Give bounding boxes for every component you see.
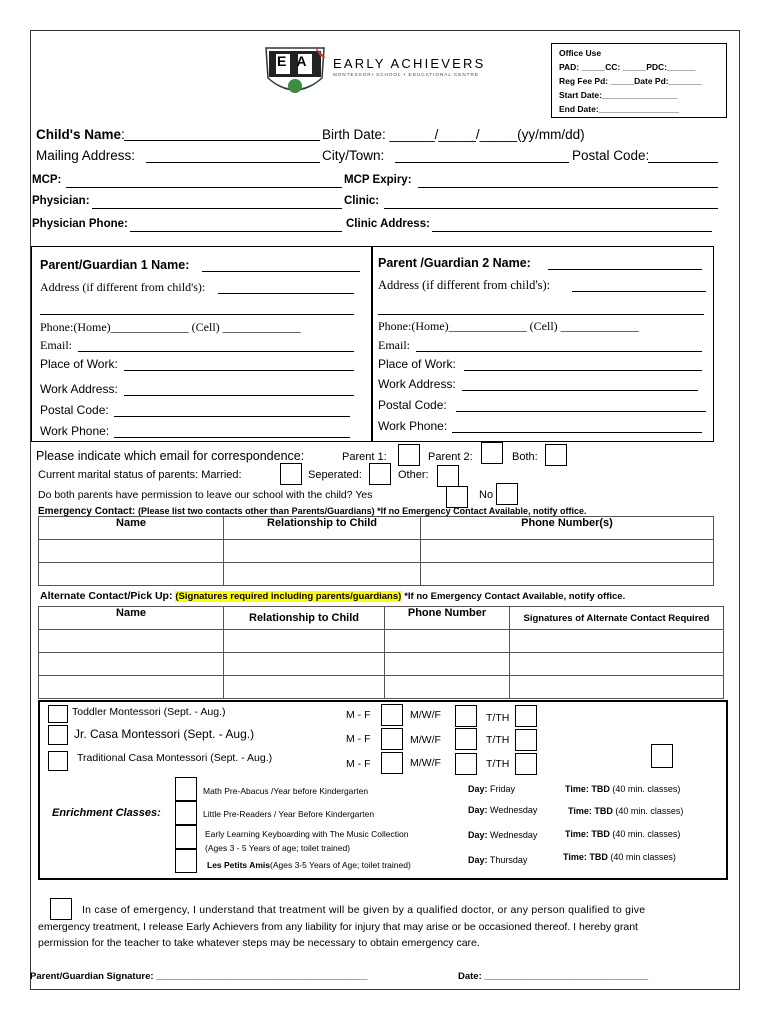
office-use-title: Office Use — [559, 48, 602, 58]
alternate-header-relationship: Relationship to Child — [224, 607, 385, 630]
logo-brand: EARLY ACHIEVERS — [333, 56, 486, 71]
alternate-relationship-cell[interactable] — [224, 676, 385, 699]
signature-field[interactable]: Parent/Guardian Signature: ________________________________________ — [30, 971, 368, 982]
postal-code-label: Postal Code: — [572, 148, 650, 163]
office-use-line-2: Reg Fee Pd: _____Date Pd:_______ — [559, 76, 702, 86]
parent-1-postal-field[interactable] — [114, 404, 350, 417]
traditional-casa-mf-label: M - F — [346, 758, 371, 770]
parent-1-name-field[interactable] — [202, 259, 360, 272]
emergency-phone-cell[interactable] — [421, 540, 714, 563]
parent-2-work-address-field[interactable] — [462, 378, 698, 391]
parent-1-work-label: Place of Work: — [40, 357, 118, 371]
table-row — [39, 563, 714, 586]
toddler-mf-checkbox[interactable] — [381, 704, 403, 726]
parent-2-work-field[interactable] — [464, 358, 702, 371]
emergency-title: Emergency Contact: — [38, 506, 136, 517]
correspondence-both-checkbox[interactable] — [545, 444, 567, 466]
parent-1-email-label: Email: — [40, 338, 72, 352]
correspondence-question: Please indicate which email for correspondence: — [36, 449, 305, 463]
mailing-address-label: Mailing Address: — [36, 148, 136, 163]
mcp-label: MCP: — [32, 174, 62, 186]
emergency-header-relationship: Relationship to Child — [224, 517, 421, 540]
correspondence-parent-1-checkbox[interactable] — [398, 444, 420, 466]
toddler-checkbox[interactable] — [48, 705, 68, 723]
logo-letters: EA — [277, 53, 317, 69]
parent-2-postal-label: Postal Code: — [378, 398, 447, 412]
emergency-instruction: (Please list two contacts other than Parents/Guardians) *If no Emergency Contact Available, notify office. — [138, 506, 587, 516]
consent-line-2: emergency treatment, I release Early Achievers from any liability for injury that may arise or be occasioned thereof. I hereby grant — [38, 921, 638, 933]
alternate-phone-cell[interactable] — [385, 676, 510, 699]
traditional-casa-tth-checkbox[interactable] — [515, 753, 537, 775]
pre-readers-label: Little Pre-Readers / Year Before Kindergarten — [203, 809, 375, 819]
alternate-highlight: (Signatures required including parents/guardians) — [175, 591, 402, 602]
clinic-address-field[interactable] — [432, 219, 712, 232]
clinic-address-label: Clinic Address: — [346, 218, 430, 230]
toddler-label: Toddler Montessori (Sept. - Aug.) — [72, 706, 226, 718]
jr-casa-checkbox[interactable] — [48, 725, 68, 745]
jr-casa-mf-label: M - F — [346, 733, 371, 745]
consent-line-1: In case of emergency, I understand that treatment will be given by a qualified doctor, or any person qualified to give — [82, 904, 646, 916]
postal-code-field[interactable] — [648, 150, 718, 163]
traditional-casa-mf-checkbox[interactable] — [381, 752, 403, 774]
toddler-mf-label: M - F — [346, 709, 371, 721]
emergency-relationship-cell[interactable] — [224, 563, 421, 586]
logo-tagline: MONTESSORI SCHOOL • EDUCATIONAL CENTRE — [333, 72, 479, 77]
office-use-line-1: PAD: _____CC: _____PDC:______ — [559, 62, 696, 72]
separated-checkbox[interactable] — [369, 463, 391, 485]
toddler-mwf-checkbox[interactable] — [455, 705, 477, 727]
parent-2-address-line-2[interactable] — [378, 302, 704, 315]
city-label: City/Town: — [322, 148, 385, 163]
petits-amis-label: Les Petits Amis(Ages 3-5 Years of Age; toilet trained) — [207, 860, 411, 870]
alternate-header-signature: Signatures of Alternate Contact Required — [510, 607, 724, 630]
parent-1-name-label: Parent/Guardian 1 Name: — [40, 258, 190, 272]
parent-2-work-phone-field[interactable] — [452, 420, 702, 433]
correspondence-parent-1-label: Parent 1: — [342, 451, 387, 463]
parent-1-email-field[interactable] — [78, 339, 354, 352]
correspondence-parent-2-label: Parent 2: — [428, 451, 473, 463]
alternate-phone-cell[interactable] — [385, 630, 510, 653]
parent-1-address-field[interactable] — [218, 281, 354, 294]
emergency-phone-cell[interactable] — [421, 563, 714, 586]
parent-1-address-label: Address (if different from child's): — [40, 280, 206, 294]
jr-casa-tth-label: T/TH — [486, 734, 510, 746]
marital-question: Current marital status of parents: Married: — [38, 469, 242, 481]
separated-label: Seperated: — [308, 469, 362, 481]
permission-yes-checkbox[interactable] — [446, 486, 468, 508]
table-header-row — [39, 517, 714, 540]
pre-readers-time: Time: TBD (40 min. classes) — [568, 806, 684, 816]
alternate-note: *If no Emergency Contact Available, notify office. — [404, 591, 626, 602]
traditional-casa-label: Traditional Casa Montessori (Sept. - Aug.) — [77, 752, 273, 764]
clinic-field[interactable] — [384, 196, 718, 209]
alternate-phone-cell[interactable] — [385, 653, 510, 676]
alternate-header-phone: Phone Number — [385, 607, 510, 630]
physician-field[interactable] — [92, 196, 342, 209]
parent-2-address-field[interactable] — [572, 279, 706, 292]
enrichment-title: Enrichment Classes: — [52, 807, 161, 819]
child-name-row: Child's Name: — [36, 127, 125, 142]
clinic-label: Clinic: — [344, 195, 380, 207]
toddler-tth-label: T/TH — [486, 712, 510, 724]
emergency-name-cell[interactable] — [39, 540, 224, 563]
math-time: Time: TBD (40 min. classes) — [565, 784, 681, 794]
table-row — [39, 540, 714, 563]
table-row — [39, 653, 724, 676]
mcp-expiry-label: MCP Expiry: — [344, 174, 412, 186]
parent-1-phone-field[interactable]: Phone:(Home)_____________ (Cell) _____________ — [40, 320, 301, 334]
parent-1-work-phone-label: Work Phone: — [40, 424, 110, 438]
jr-casa-label: Jr. Casa Montessori (Sept. - Aug.) — [74, 727, 255, 741]
alternate-name-cell[interactable] — [39, 630, 224, 653]
city-field[interactable] — [395, 150, 569, 163]
traditional-casa-tth-label: T/TH — [486, 758, 510, 770]
physician-phone-label: Physician Phone: — [32, 218, 128, 230]
alternate-name-cell[interactable] — [39, 676, 224, 699]
table-row — [39, 630, 724, 653]
parent-2-name-label: Parent /Guardian 2 Name: — [378, 256, 531, 270]
emergency-contact-table — [38, 516, 714, 586]
math-checkbox[interactable] — [175, 777, 197, 801]
physician-phone-field[interactable] — [130, 219, 342, 232]
pre-readers-day: Day: Wednesday — [468, 805, 538, 815]
petits-amis-time: Time: TBD (40 min classes) — [563, 852, 676, 862]
alternate-signature-cell[interactable] — [510, 630, 724, 653]
parent-1-address-line-2[interactable] — [40, 302, 354, 315]
jr-casa-mwf-checkbox[interactable] — [455, 728, 477, 750]
keyboarding-time: Time: TBD (40 min. classes) — [565, 829, 681, 839]
correspondence-both-label: Both: — [512, 451, 538, 463]
alternate-contact-table — [38, 606, 724, 699]
keyboarding-label: Early Learning Keyboarding with The Music Collection — [205, 829, 409, 839]
permission-question: Do both parents have permission to leave our school with the child? Yes — [38, 489, 373, 501]
office-use-line-4: End Date:_________________ — [559, 104, 680, 114]
other-checkbox[interactable] — [437, 465, 459, 487]
traditional-casa-mwf-checkbox[interactable] — [455, 753, 477, 775]
office-use-box — [551, 43, 727, 118]
other-label: Other: — [398, 469, 429, 481]
birth-date-field[interactable]: Birth Date: ______/_____/_____(yy/mm/dd) — [322, 127, 585, 142]
parent-2-phone-field[interactable]: Phone:(Home)_____________ (Cell) _____________ — [378, 319, 639, 333]
permission-no-label: No — [479, 489, 494, 501]
parent-2-address-label: Address (if different from child's): — [378, 278, 551, 292]
parent-2-work-label: Place of Work: — [378, 357, 456, 371]
extra-checkbox[interactable] — [651, 744, 673, 768]
alternate-signature-cell[interactable] — [510, 676, 724, 699]
married-checkbox[interactable] — [280, 463, 302, 485]
keyboarding-checkbox[interactable] — [175, 825, 197, 849]
emergency-header-name: Name — [39, 517, 224, 540]
child-name-label: Child's Name — [36, 127, 121, 142]
parent-1-work-address-field[interactable] — [124, 383, 354, 396]
mcp-expiry-field[interactable] — [418, 175, 718, 188]
parent-1-work-phone-field[interactable] — [114, 425, 350, 438]
mailing-address-field[interactable] — [146, 150, 320, 163]
parent-2-name-field[interactable] — [548, 257, 702, 270]
emergency-relationship-cell[interactable] — [224, 540, 421, 563]
child-name-field[interactable] — [124, 128, 320, 141]
alternate-relationship-cell[interactable] — [224, 630, 385, 653]
alternate-title: Alternate Contact/Pick Up: — [40, 590, 173, 602]
parent-2-work-address-label: Work Address: — [378, 377, 456, 391]
parent-1-work-field[interactable] — [124, 358, 354, 371]
pre-readers-checkbox[interactable] — [175, 801, 197, 825]
correspondence-parent-2-checkbox[interactable] — [481, 442, 503, 464]
emergency-name-cell[interactable] — [39, 563, 224, 586]
alternate-relationship-cell[interactable] — [224, 653, 385, 676]
parent-2-email-label: Email: — [378, 338, 410, 352]
jr-casa-tth-checkbox[interactable] — [515, 729, 537, 751]
traditional-casa-mwf-label: M/W/F — [410, 757, 441, 769]
alternate-header-name: Name — [39, 607, 224, 630]
jr-casa-mf-checkbox[interactable] — [381, 728, 403, 750]
jr-casa-mwf-label: M/W/F — [410, 734, 441, 746]
alternate-heading — [40, 590, 625, 602]
toddler-mwf-label: M/W/F — [410, 709, 441, 721]
keyboarding-day: Day: Wednesday — [468, 830, 538, 840]
keyboarding-sublabel: (Ages 3 - 5 Years of age; toilet trained) — [205, 843, 351, 853]
parent-1-work-address-label: Work Address: — [40, 382, 118, 396]
toddler-tth-checkbox[interactable] — [515, 705, 537, 727]
table-header-row — [39, 607, 724, 630]
consent-line-3: permission for the teacher to take whatever steps may be necessary to obtain emergency care. — [38, 937, 480, 949]
office-use-line-3: Start Date:________________ — [559, 90, 678, 100]
parent-2-work-phone-label: Work Phone: — [378, 419, 448, 433]
consent-checkbox[interactable] — [50, 898, 72, 920]
emergency-header-phone: Phone Number(s) — [421, 517, 714, 540]
math-day: Day: Friday — [468, 784, 516, 794]
parent-2-email-field[interactable] — [416, 339, 702, 352]
alternate-signature-cell[interactable] — [510, 653, 724, 676]
table-row — [39, 676, 724, 699]
physician-label: Physician: — [32, 195, 90, 207]
petits-amis-checkbox[interactable] — [175, 849, 197, 873]
petits-amis-day: Day: Thursday — [468, 855, 528, 865]
math-label: Math Pre-Abacus /Year before Kindergarten — [203, 786, 369, 796]
alternate-name-cell[interactable] — [39, 653, 224, 676]
signature-date-field[interactable]: Date: _______________________________ — [458, 971, 649, 982]
traditional-casa-checkbox[interactable] — [48, 751, 68, 771]
parent-2-postal-field[interactable] — [456, 399, 706, 412]
permission-no-checkbox[interactable] — [496, 483, 518, 505]
parent-1-postal-label: Postal Code: — [40, 403, 109, 417]
mcp-field[interactable] — [66, 175, 342, 188]
